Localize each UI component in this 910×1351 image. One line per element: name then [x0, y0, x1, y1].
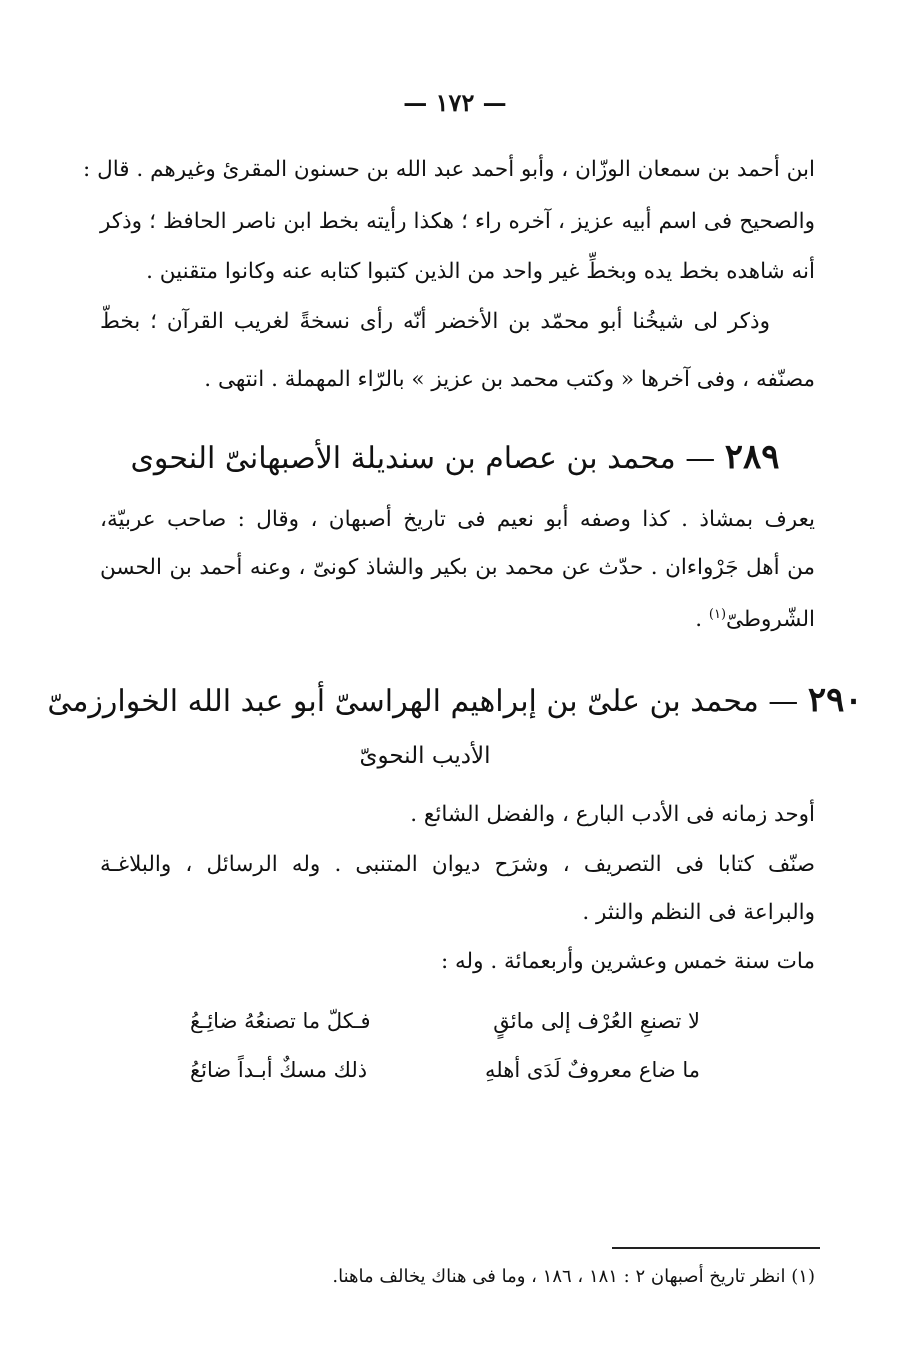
text-line: والصحيح فى اسم أبيه عزيز ، آخره راء ؛ هكذا رأيته بخط ابن ناصر الحافظ ؛ وذكر: [100, 209, 815, 234]
text-line: مصنّفه ، وفى آخرها « وكتب محمد بن عزيز » بالرّاء المهملة . انتهى .: [204, 367, 815, 392]
line-end: .: [695, 607, 709, 633]
text-line: [100, 600, 815, 635]
text-line: والبراعة فى النظم والنثر .: [582, 900, 815, 925]
text-line: أنه شاهده بخط يده وبخطِّ غير واحد من الذين كتبوا كتابه عنه وكانوا متقنين .: [146, 259, 815, 284]
entry-title: — محمد بن علىّ بن إبراهيم الهراسىّ أبو عبد الله الخوارزمىّ: [47, 684, 799, 719]
verse-second-hemistich: ذلك مسكٌ أبـداً ضائعُ: [190, 1058, 368, 1082]
text-line: أوحد زمانه فى الأدب البارع ، والفضل الشائع .: [410, 802, 815, 827]
page-number: — ١٧٢ —: [403, 88, 507, 117]
verse-second-hemistich: فـكلّ ما تصنعُهُ ضائِـعُ: [190, 1009, 371, 1033]
text-line: يعرف بمشاذ . كذا وصفه أبو نعيم فى تاريخ أصبهان ، وقال : صاحب عربيّة،: [100, 507, 815, 532]
verse-first-hemistich: لا تصنعِ العُرْف إلى مائقٍ: [493, 1009, 700, 1033]
entry-heading-289: [0, 437, 910, 479]
footnote-marker: (١): [708, 607, 727, 622]
text-line: مات سنة خمس وعشرين وأربعمائة . وله :: [440, 949, 815, 974]
entry-number: ٢٨٩: [724, 437, 780, 477]
verse: [190, 1005, 700, 1037]
text-line: وذكر لى شيخُنا أبو محمّد بن الأخضر أنّه رأى نسخةً لغريب القرآن ؛ بخطّ: [100, 309, 770, 334]
entry-title: — محمد بن عصام بن سنديلة الأصبهانىّ النحوى: [130, 441, 716, 476]
text-line: صنّف كتابا فى التصريف ، وشرَح ديوان المتنبى . وله الرسائل ، والبلاغـة: [100, 852, 815, 877]
entry-heading-290: [0, 680, 910, 722]
text-line: من أهل جَرْواءان . حدّث عن محمد بن بكير والشاذ كونىّ ، وعنه أحمد بن الحسن: [100, 555, 815, 580]
verse-first-hemistich: ما ضاع معروفٌ لَدَى أهلهِ: [485, 1058, 700, 1082]
entry-subtitle: الأديب النحوىّ: [359, 743, 491, 769]
verse: [190, 1054, 700, 1086]
footnote: (١) انظر تاريخ أصبهان ٢ : ١٨١ ، ١٨٦ ، وما فى هناك يخالف ماهنا.: [332, 1266, 815, 1287]
text-line: ابن أحمد بن سمعان الوزّان ، وأبو أحمد عبد الله بن حسنون المقرئ وغيرهم . قال :: [83, 157, 815, 182]
line-text: الشّروطىّ: [726, 607, 815, 633]
footnote-divider: [612, 1247, 820, 1249]
entry-number: ٢٩٠: [807, 680, 863, 720]
